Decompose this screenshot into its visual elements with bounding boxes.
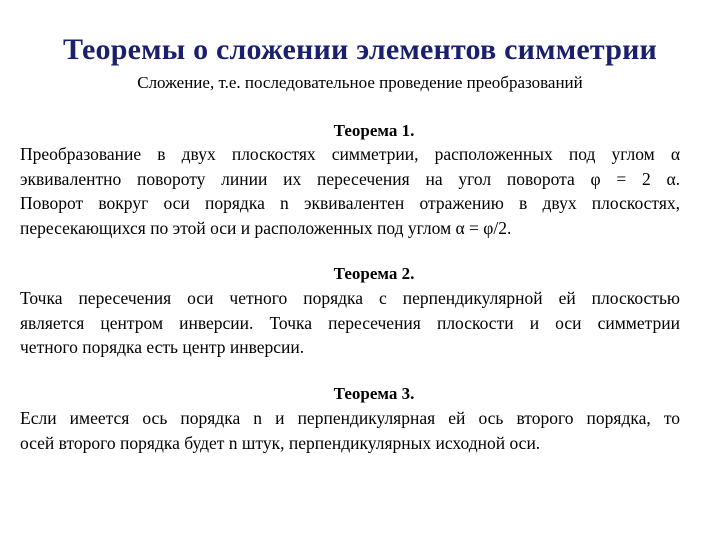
theorem-1-body	[20, 142, 680, 240]
theorem-3-line: осей второго порядка будет n штук, перпендикулярных исходной оси.	[20, 432, 541, 453]
theorem-1-line: Преобразование в двух плоскостях симметрии, расположенных под углом α	[20, 144, 680, 164]
slide-title: Теоремы о сложении элементов симметрии	[62, 33, 658, 66]
theorem-2-line: четного порядка есть центр инверсии.	[20, 337, 305, 357]
theorem-3-line: Если имеется ось порядка n и перпендикулярная ей ось второго порядка, то	[20, 408, 680, 428]
theorem-1-line: эквивалентно повороту линии их пересечения на угол поворота φ = 2 α.	[20, 168, 680, 189]
theorem-1-line: Поворот вокруг оси порядка n эквивалентен отражению в двух плоскостях,	[20, 193, 680, 213]
theorem-1-line: пересекающихся по этой оси и расположенных под углом α = φ/2.	[20, 217, 512, 238]
theorem-3-body	[20, 406, 680, 455]
theorem-2-body	[20, 286, 680, 360]
theorem-1-heading: Теорема 1.	[333, 121, 415, 140]
theorem-2-heading: Теорема 2.	[333, 264, 415, 283]
slide-subtitle: Сложение, т.е. последовательное проведение преобразований	[137, 73, 583, 92]
theorem-3-heading: Теорема 3.	[333, 384, 415, 403]
theorem-2-line: Точка пересечения оси четного порядка с перпендикулярной ей плоскостью	[20, 288, 680, 308]
theorem-2-line: является центром инверсии. Точка пересечения плоскости и оси симметрии	[20, 312, 680, 333]
